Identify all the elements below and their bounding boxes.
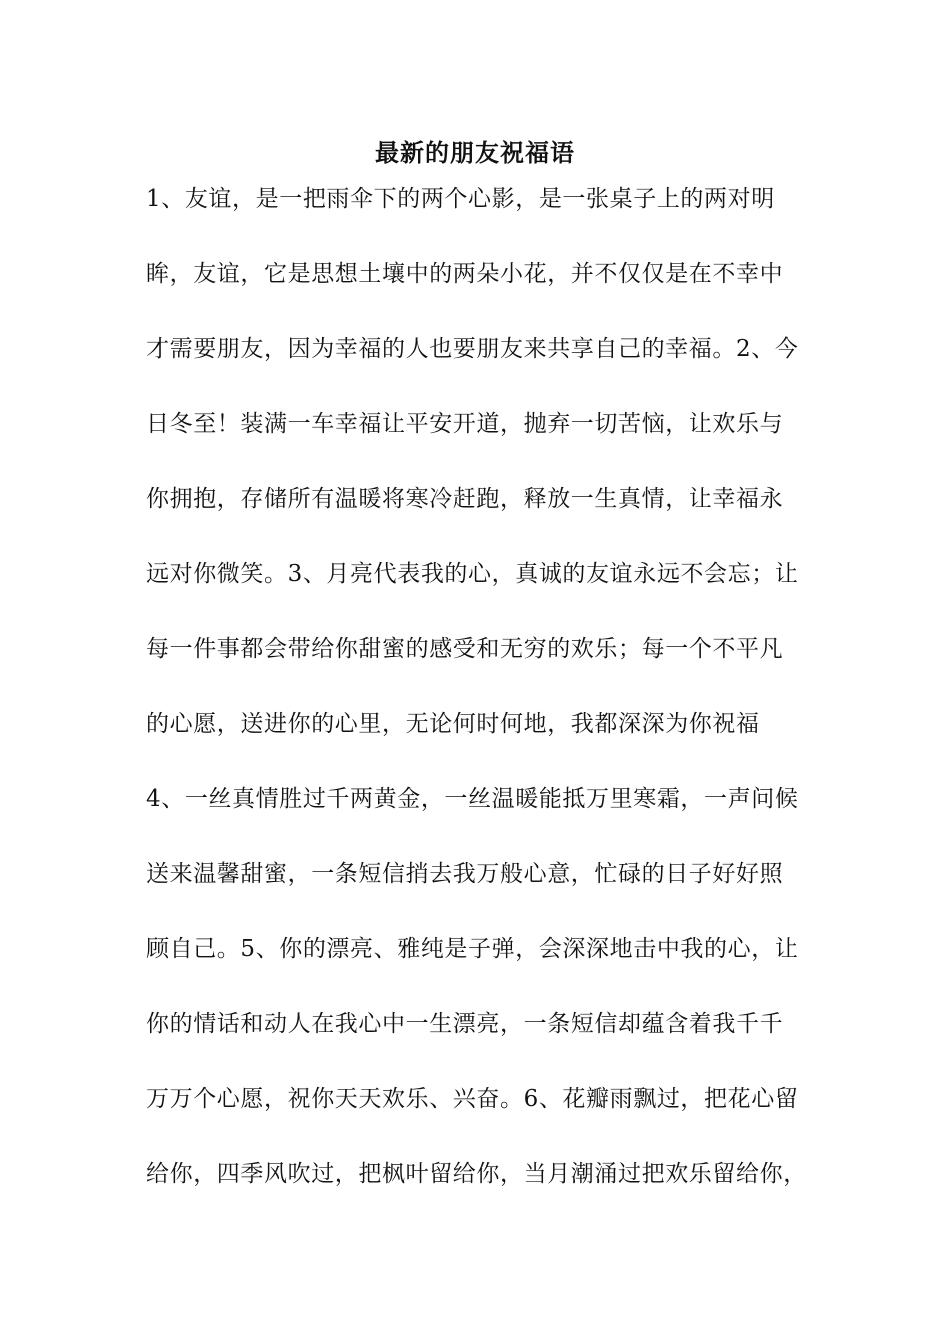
text-line: 给你，四季风吹过，把枫叶留给你，当月潮涌过把欢乐留给你， [146, 1161, 807, 1187]
text-line: 日冬至！装满一车幸福让平安开道，抛弃一切苦恼，让欢乐与 [146, 411, 784, 437]
text-line: 1、友谊，是一把雨伞下的两个心影，是一张桌子上的两对明 [146, 186, 775, 212]
text-line: 顾自己。5、你的漂亮、雅纯是子弹，会深深地击中我的心，让 [146, 936, 799, 962]
text-line: 万万个心愿，祝你天天欢乐、兴奋。6、花瓣雨飘过，把花心留 [146, 1086, 799, 1112]
text-line: 才需要朋友，因为幸福的人也要朋友来共享自己的幸福。2、今 [146, 336, 799, 362]
text-line: 的心愿，送进你的心里，无论何时何地，我都深深为你祝福 [146, 711, 760, 737]
text-line: 眸，友谊，它是思想土壤中的两朵小花，并不仅仅是在不幸中 [146, 261, 784, 287]
document-title: 最新的朋友祝福语 [375, 138, 575, 167]
text-line: 4、一丝真情胜过千两黄金，一丝温暖能抵万里寒霜，一声问候 [146, 786, 799, 812]
text-line: 你的情话和动人在我心中一生漂亮，一条短信却蕴含着我千千 [146, 1011, 784, 1037]
text-line: 送来温馨甜蜜，一条短信捎去我万般心意，忙碌的日子好好照 [146, 861, 784, 887]
text-line: 你拥抱，存储所有温暖将寒冷赶跑，释放一生真情，让幸福永 [146, 486, 784, 512]
text-line: 远对你微笑。3、月亮代表我的心，真诚的友谊永远不会忘；让 [146, 561, 799, 587]
text-line: 每一件事都会带给你甜蜜的感受和无穷的欢乐；每一个不平凡 [146, 636, 784, 662]
